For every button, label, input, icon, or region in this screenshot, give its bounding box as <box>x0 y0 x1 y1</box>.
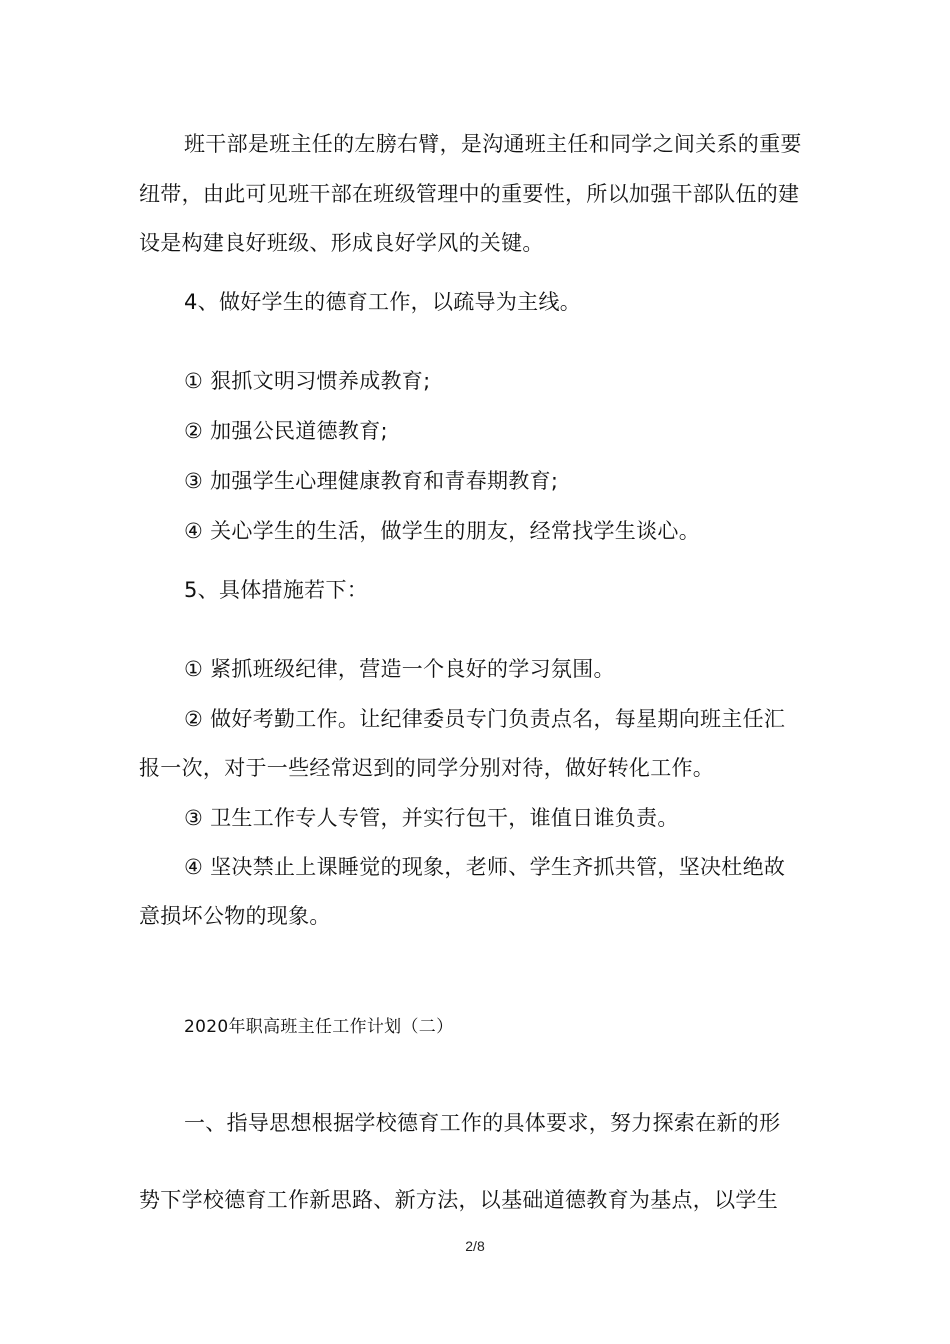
document-heading: 2020年职高班主任工作计划（二） <box>184 1017 454 1037</box>
list-item-continuation: 报一次，对于一些经常迟到的同学分别对待，做好转化工作。 <box>139 756 715 780</box>
list-item: ④ 坚决禁止上课睡觉的现象，老师、学生齐抓共管，坚决杜绝故 <box>184 855 786 879</box>
list-item: ① 狠抓文明习惯养成教育; <box>184 369 431 393</box>
paragraph-line: 纽带，由此可见班干部在班级管理中的重要性，所以加强干部队伍的建 <box>139 182 800 206</box>
paragraph-line: 班干部是班主任的左膀右臂，是沟通班主任和同学之间关系的重要 <box>184 132 802 156</box>
list-item: ④ 关心学生的生活，做学生的朋友，经常找学生谈心。 <box>184 519 700 543</box>
list-item: ③ 加强学生心理健康教育和青春期教育; <box>184 469 559 493</box>
list-item: ② 加强公民道德教育; <box>184 419 388 443</box>
list-item-continuation: 意损坏公物的现象。 <box>139 904 331 928</box>
paragraph-line: 一、指导思想根据学校德育工作的具体要求，努力探索在新的形 <box>184 1111 781 1135</box>
list-item: ① 紧抓班级纪律，营造一个良好的学习氛围。 <box>184 657 615 681</box>
list-item: ② 做好考勤工作。让纪律委员专门负责点名，每星期向班主任汇 <box>184 707 786 731</box>
section-heading-5: 5、具体措施若下： <box>184 578 369 602</box>
paragraph-line: 设是构建良好班级、形成良好学风的关键。 <box>139 231 544 255</box>
paragraph-line: 势下学校德育工作新思路、新方法，以基础道德教育为基点，以学生 <box>139 1188 778 1212</box>
list-item: ③ 卫生工作专人专管，并实行包干，谁值日谁负责。 <box>184 806 679 830</box>
page-number: 2/8 <box>465 1238 485 1254</box>
section-heading-4: 4、做好学生的德育工作，以疏导为主线。 <box>184 290 582 314</box>
